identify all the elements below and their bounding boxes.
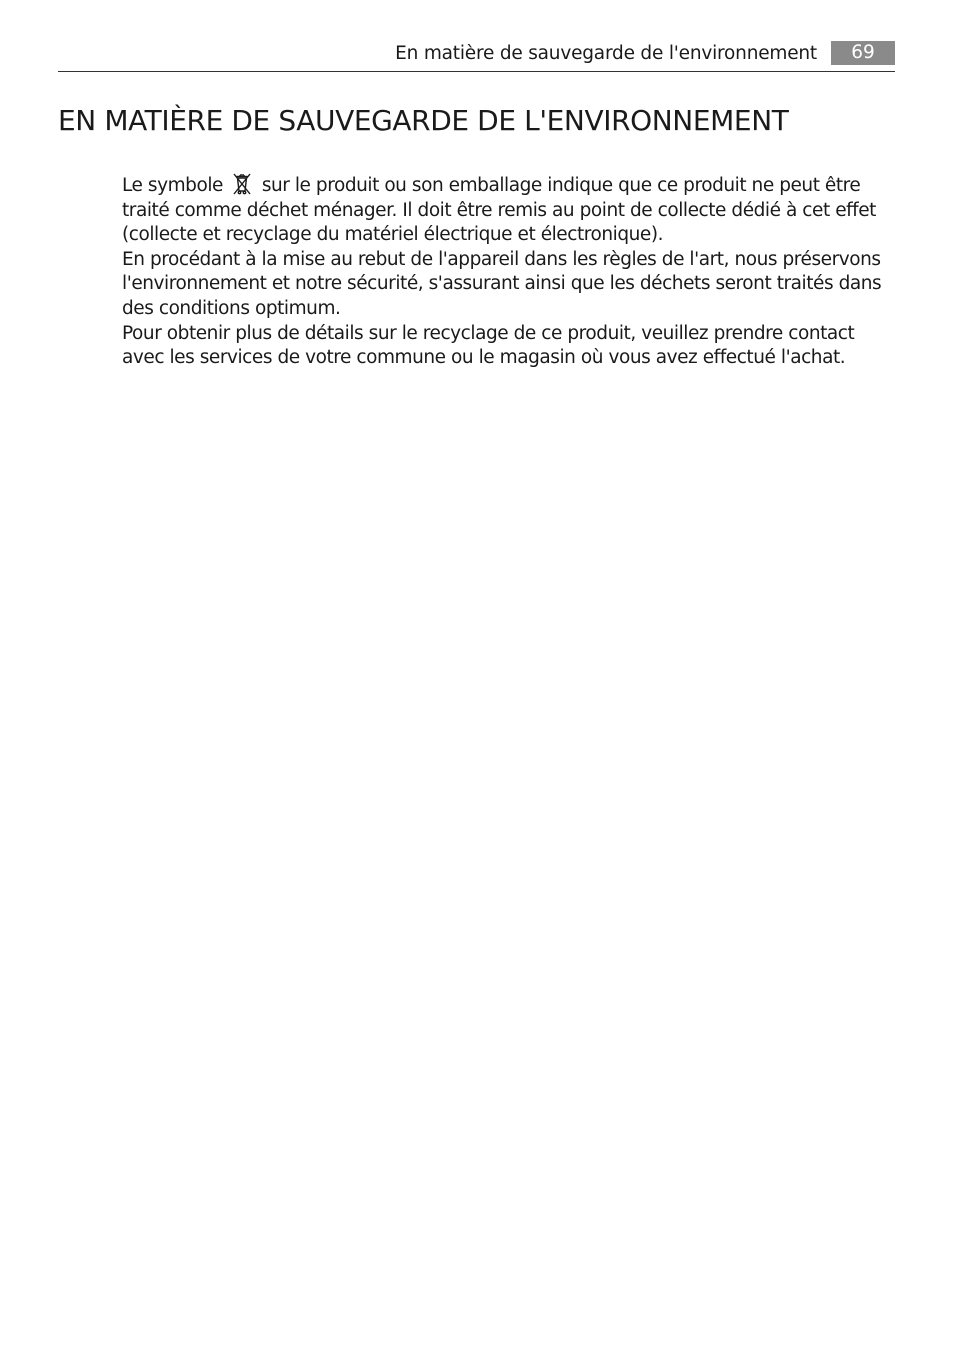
running-header	[58, 40, 895, 72]
paragraph-weee-prefix: Le symbole	[122, 175, 223, 196]
running-header-title: En matière de sauvegarde de l'environnement	[395, 43, 817, 64]
page-title: EN MATIÈRE DE SAUVEGARDE DE L'ENVIRONNEMENT	[58, 104, 789, 137]
body-text	[122, 172, 897, 371]
paragraph-weee-suffix: sur le produit ou son emballage indique que ce produit ne peut être traité comme déchet ménager. Il doit être remis au point de collecte dédié à cet effet (collecte et recyclage du matériel électrique et électronique).	[122, 175, 876, 246]
crossed-out-wheelie-bin-icon	[230, 172, 254, 196]
paragraph-contact: Pour obtenir plus de détails sur le recyclage de ce produit, veuillez prendre contact avec les services de votre commune ou le magasin où vous avez effectué l'achat.	[122, 322, 855, 369]
page-number-badge: 69	[831, 41, 895, 65]
paragraph-weee-symbol	[122, 172, 897, 248]
paragraph-disposal: En procédant à la mise au rebut de l'appareil dans les règles de l'art, nous préservons l'environnement et notre sécurité, s'assurant ainsi que les déchets seront traités dans des conditions optimum.	[122, 248, 882, 319]
